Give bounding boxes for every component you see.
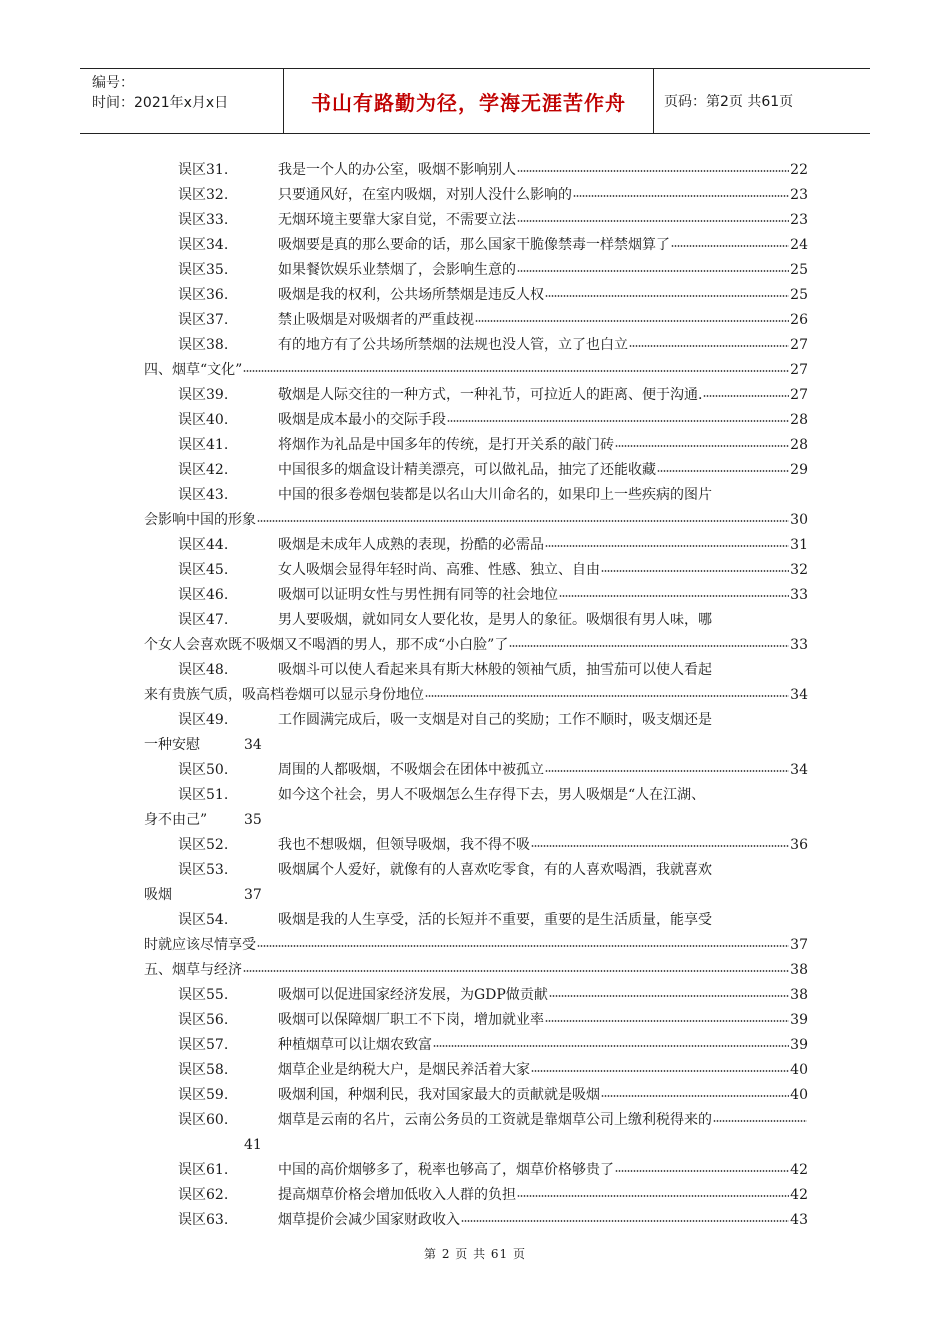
toc-entry[interactable] [144,1108,808,1158]
date-label: 时间：2021年x月x日 [92,95,229,111]
page-number: 37 [790,937,808,953]
toc-entry[interactable] [144,608,808,658]
toc-entry[interactable] [144,983,808,1008]
page-number: 23 [790,187,808,203]
dot-leader [531,1069,789,1073]
dot-leader [573,194,789,198]
toc-line [144,1008,808,1033]
dot-leader [517,169,789,173]
entry-label: 误区59. [178,1087,229,1103]
toc-entry[interactable] [144,833,808,858]
dot-leader [509,644,789,648]
toc-line [144,758,808,783]
section-title: 五、烟草与经济 [144,962,242,978]
header-motto-cell [283,69,654,133]
entry-text: 吸烟可以证明女性与男性拥有同等的社会地位 [278,587,558,603]
dot-leader [713,1119,807,1123]
dot-leader [517,269,789,273]
entry-text-cont: 个女人会喜欢既不吸烟又不喝酒的男人，那不成“小白脸”了 [144,637,509,653]
dot-leader [517,219,789,223]
toc-entry[interactable] [144,183,808,208]
section-title: 四、烟草“文化” [144,362,243,378]
page-number: 39 [790,1037,808,1053]
entry-text: 种植烟草可以让烟农致富 [278,1037,432,1053]
toc-section[interactable] [144,958,808,983]
toc-line [144,608,808,633]
toc-section[interactable] [144,358,808,383]
page-number: 23 [790,212,808,228]
dot-leader [601,1094,789,1098]
dot-leader [531,844,789,848]
page-number: 36 [790,837,808,853]
toc-entry[interactable] [144,583,808,608]
dot-leader [545,1019,789,1023]
entry-text: 吸烟是我的权利，公共场所禁烟是违反人权 [278,287,544,303]
toc-line-cont [144,883,808,908]
entry-label: 误区31. [178,162,229,178]
entry-text: 吸烟是未成年人成熟的表现，扮酷的必需品 [278,537,544,553]
toc-line [144,558,808,583]
entry-label: 误区62. [178,1187,229,1203]
entry-label: 误区49. [178,712,229,728]
toc-line [144,383,808,408]
entry-text: 只要通风好，在室内吸烟，对别人没什么影响的 [278,187,572,203]
entry-label: 误区52. [178,837,229,853]
entry-label: 误区48. [178,662,229,678]
page-number: 27 [790,362,808,378]
toc-line [144,1158,808,1183]
entry-label: 误区54. [178,912,229,928]
dot-leader [447,419,789,423]
entry-text: 吸烟属个人爱好，就像有的人喜欢吃零食，有的人喜欢喝酒，我就喜欢 [278,862,712,878]
entry-text: 我是一个人的办公室，吸烟不影响别人 [278,162,516,178]
entry-text: 将烟作为礼品是中国多年的传统，是打开关系的敲门砖 [278,437,614,453]
toc-line [144,208,808,233]
toc-entry[interactable] [144,533,808,558]
entry-text: 吸烟可以保障烟厂职工不下岗，增加就业率 [278,1012,544,1028]
dot-leader [257,944,789,948]
dot-leader [601,569,789,573]
entry-label: 误区57. [178,1037,229,1053]
entry-label: 误区51. [178,787,229,803]
entry-label: 误区32. [178,187,229,203]
toc-line-cont [144,733,808,758]
entry-text: 中国的很多卷烟包装都是以名山大川命名的，如果印上一些疾病的图片 [278,487,712,503]
dot-leader [243,969,789,973]
entry-text-cont: 会影响中国的形象 [144,512,256,528]
page-number: 32 [790,562,808,578]
toc-line [144,583,808,608]
toc-line-cont [144,683,808,708]
toc-entry[interactable] [144,758,808,783]
entry-text-cont: 来有贵族气质，吸高档卷烟可以显示身份地位 [144,687,424,703]
header-page-info [654,69,870,133]
page-number: 25 [790,287,808,303]
toc-entry[interactable] [144,383,808,408]
toc-entry[interactable] [144,658,808,708]
toc-line-cont [144,508,808,533]
page-number: 31 [790,537,808,553]
toc-line [144,833,808,858]
motto: 书山有路勤为径，学海无涯苦作舟 [311,90,626,115]
entry-label: 误区33. [178,212,229,228]
dot-leader [671,244,789,248]
toc-line [144,908,808,933]
toc-line [144,983,808,1008]
toc-entry[interactable] [144,283,808,308]
toc-entry[interactable] [144,208,808,233]
entry-text: 吸烟利国，种烟利民，我对国家最大的贡献就是吸烟 [278,1087,600,1103]
entry-text-cont: 时就应该尽情享受 [144,937,256,953]
toc-line [144,283,808,308]
toc-line [144,483,808,508]
number-label: 编号： [92,75,134,91]
entry-label: 误区41. [178,437,229,453]
page-number: 25 [790,262,808,278]
entry-label: 误区50. [178,762,229,778]
toc-line [144,1083,808,1108]
entry-text: 吸烟可以促进国家经济发展，为GDP做贡献 [278,987,548,1003]
entry-label: 误区58. [178,1062,229,1078]
entry-text: 我也不想吸烟，但领导吸烟，我不得不吸 [278,837,530,853]
entry-text: 吸烟要是真的那么要命的话，那么国家干脆像禁毒一样禁烟算了 [278,237,670,253]
page-number: 40 [790,1062,808,1078]
entry-label: 误区37. [178,312,229,328]
page-number: 27 [790,387,808,403]
toc-entry[interactable] [144,483,808,533]
page-number: 24 [790,237,808,253]
entry-label: 误区42. [178,462,229,478]
toc-line-cont [144,933,808,958]
entry-text: 烟草提价会减少国家财政收入 [278,1212,460,1228]
entry-text: 如果餐饮娱乐业禁烟了，会影响生意的 [278,262,516,278]
toc-entry[interactable] [144,1158,808,1183]
page-number: 39 [790,1012,808,1028]
entry-label: 误区60. [178,1112,229,1128]
entry-label: 误区53. [178,862,229,878]
entry-label: 误区47. [178,612,229,628]
page-number: 42 [790,1162,808,1178]
entry-text: 如今这个社会，男人不吸烟怎么生存得下去，男人吸烟是“人在江湖、 [278,787,706,803]
entry-label: 误区56. [178,1012,229,1028]
page-number: 38 [790,987,808,1003]
dot-leader [425,694,789,698]
toc-line-cont [144,808,808,833]
entry-label: 误区35. [178,262,229,278]
toc-entry[interactable] [144,1083,808,1108]
entry-label: 误区40. [178,412,229,428]
entry-label: 误区38. [178,337,229,353]
toc-line [144,333,808,358]
page-number: 33 [790,637,808,653]
toc-line [144,158,808,183]
entry-text: 烟草企业是纳税大户，是烟民养活着大家 [278,1062,530,1078]
toc-line [144,233,808,258]
dot-leader [615,444,789,448]
toc-line [144,858,808,883]
page-number: 29 [790,462,808,478]
toc-entry[interactable] [144,908,808,958]
page-number: 34 [244,737,262,753]
toc-line-cont [144,1133,808,1158]
entry-text: 中国很多的烟盒设计精美漂亮，可以做礼品，抽完了还能收藏 [278,462,656,478]
page-number: 27 [790,337,808,353]
entry-text: 中国的高价烟够多了，税率也够高了，烟草价格够贵了 [278,1162,614,1178]
toc-entry[interactable] [144,1058,808,1083]
dot-leader [517,1194,789,1198]
toc-entry[interactable] [144,1008,808,1033]
toc-entry[interactable] [144,558,808,583]
page-number: 43 [790,1212,808,1228]
toc-entry[interactable] [144,783,808,833]
toc-line [144,708,808,733]
toc-line [144,1183,808,1208]
entry-text: 烟草是云南的名片，云南公务员的工资就是靠烟草公司上缴利税得来的 [278,1112,712,1128]
dot-leader [559,594,789,598]
toc-line [144,408,808,433]
page-number: 40 [790,1087,808,1103]
entry-text-cont: 吸烟 [144,887,172,903]
toc-line [144,458,808,483]
toc-line [144,783,808,808]
page-info: 页码：第2页 共61页 [664,94,794,110]
toc-entry[interactable] [144,333,808,358]
page-number: 28 [790,412,808,428]
page-footer: 第 2 页 共 61 页 [424,1247,526,1261]
entry-text: 周围的人都吸烟，不吸烟会在团体中被孤立 [278,762,544,778]
header-meta [80,69,283,133]
entry-text: 女人吸烟会显得年轻时尚、高雅、性感、独立、自由 [278,562,600,578]
entry-label: 误区63. [178,1212,229,1228]
dot-leader [657,469,789,473]
dot-leader [629,344,789,348]
entry-label: 误区45. [178,562,229,578]
entry-text: 有的地方有了公共场所禁烟的法规也没人管，立了也白立 [278,337,628,353]
entry-label: 误区43. [178,487,229,503]
toc-entry[interactable] [144,708,808,758]
toc-entry[interactable] [144,308,808,333]
entry-label: 误区34. [178,237,229,253]
entry-label: 误区55. [178,987,229,1003]
page-number: 38 [790,962,808,978]
entry-text: 提高烟草价格会增加低收入人群的负担 [278,1187,516,1203]
entry-label: 误区61. [178,1162,229,1178]
page-number: 42 [790,1187,808,1203]
page-number: 33 [790,587,808,603]
toc-line [144,1058,808,1083]
toc-entry[interactable] [144,233,808,258]
dot-leader [615,1169,789,1173]
toc-entry[interactable] [144,408,808,433]
entry-text: 吸烟斗可以使人看起来具有斯大林般的领袖气质，抽雪茄可以使人看起 [278,662,712,678]
dot-leader [461,1219,789,1223]
dot-leader [475,319,789,323]
entry-text: 男人要吸烟，就如同女人要化妆，是男人的象征。吸烟很有男人味，哪 [278,612,712,628]
toc-entry[interactable] [144,258,808,283]
entry-text: 工作圆满完成后，吸一支烟是对自己的奖励；工作不顺时，吸支烟还是 [278,712,712,728]
entry-text: 吸烟是成本最小的交际手段 [278,412,446,428]
toc-entry[interactable] [144,1183,808,1208]
dot-leader [545,769,789,773]
dot-leader [545,294,789,298]
toc-line [144,658,808,683]
toc-line [144,958,808,983]
dot-leader [243,369,789,373]
toc-line [144,533,808,558]
toc-line [144,183,808,208]
dot-leader [257,519,789,523]
dot-leader [545,544,789,548]
toc-entry[interactable] [144,1033,808,1058]
entry-text: 无烟环境主要靠大家自觉，不需要立法 [278,212,516,228]
toc-line [144,433,808,458]
entry-text-cont: 身不由己” [144,812,208,828]
entry-text: 禁止吸烟是对吸烟者的严重歧视 [278,312,474,328]
table-of-contents [144,158,808,1233]
toc-entry[interactable] [144,858,808,908]
toc-entry[interactable] [144,158,808,183]
toc-line [144,1033,808,1058]
entry-label: 误区39. [178,387,229,403]
page-number: 30 [790,512,808,528]
entry-label: 误区36. [178,287,229,303]
toc-line [144,358,808,383]
entry-text: 吸烟是我的人生享受，活的长短并不重要，重要的是生活质量，能享受 [278,912,712,928]
toc-entry[interactable] [144,1208,808,1233]
page-number: 37 [244,887,262,903]
entry-label: 误区46. [178,587,229,603]
entry-text: 敬烟是人际交往的一种方式，一种礼节，可拉近人的距离、便于沟通. [278,387,703,403]
entry-label: 误区44. [178,537,229,553]
page-number: 22 [790,162,808,178]
toc-entry[interactable] [144,458,808,483]
page-number: 34 [790,762,808,778]
page-number: 26 [790,312,808,328]
entry-text-cont: 一种安慰 [144,737,200,753]
dot-leader [433,1044,789,1048]
page-number: 28 [790,437,808,453]
dot-leader [703,394,789,398]
toc-entry[interactable] [144,433,808,458]
page-number: 34 [790,687,808,703]
toc-line-cont [144,633,808,658]
toc-line [144,258,808,283]
page-number: 35 [244,812,262,828]
toc-line [144,1108,808,1133]
page-number: 41 [244,1137,262,1153]
toc-line [144,308,808,333]
page-header [80,68,870,134]
toc-line [144,1208,808,1233]
dot-leader [549,994,789,998]
